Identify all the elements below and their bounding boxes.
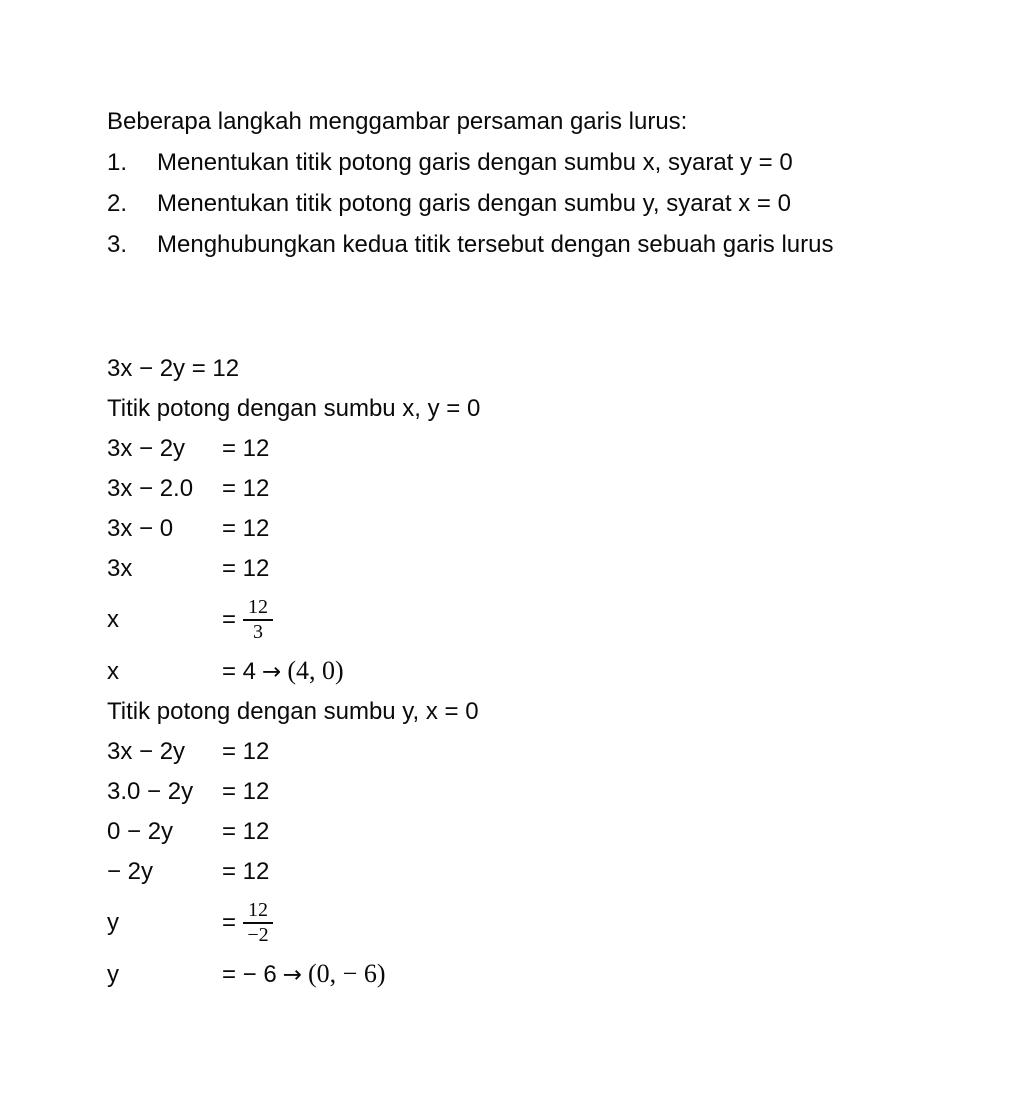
equation-step-row — [107, 852, 807, 892]
equals-sign: = — [222, 909, 237, 936]
fraction-step-row — [107, 892, 807, 954]
section-heading-x: Titik potong dengan sumbu x, y = 0 — [107, 395, 481, 422]
list-item — [107, 142, 967, 183]
list-item-number: 2. — [107, 190, 128, 217]
equation-lhs: 3x − 2y — [107, 738, 186, 765]
equation-rhs: = 12 — [222, 475, 270, 502]
equation-step-row — [107, 509, 807, 549]
equation-rhs — [222, 651, 807, 692]
fraction-denominator: 3 — [253, 621, 264, 643]
result-point: (0, − 6) — [308, 959, 386, 988]
equation-lhs: 0 − 2y — [107, 818, 174, 845]
fraction-numerator: 12 — [248, 596, 269, 618]
list-item-number: 1. — [107, 149, 128, 176]
equation-rhs: = 12 — [222, 738, 270, 765]
equation-lhs: − 2y — [107, 858, 154, 885]
equation-step-row — [107, 772, 807, 812]
equation-lhs: 3x − 2y — [107, 435, 186, 462]
equation-rhs — [222, 954, 807, 995]
list-item — [107, 183, 967, 224]
equation-lhs: y — [107, 909, 119, 936]
equation-lhs: 3x − 0 — [107, 515, 174, 542]
fraction — [243, 900, 273, 946]
equation-rhs — [222, 900, 807, 946]
right-arrow-icon: → — [282, 962, 302, 988]
equation-lhs: 3x − 2.0 — [107, 475, 194, 502]
equation-step-row — [107, 469, 807, 509]
equation-lhs: x — [107, 658, 119, 685]
equals-sign: = — [222, 606, 237, 633]
equation-rhs: = 12 — [222, 818, 270, 845]
right-arrow-icon: → — [262, 659, 282, 685]
result-value: = 4 — [222, 658, 257, 685]
result-step-row — [107, 651, 807, 692]
section-heading-y: Titik potong dengan sumbu y, x = 0 — [107, 698, 479, 725]
result-point: (4, 0) — [287, 656, 344, 685]
intro-block — [107, 101, 967, 265]
fraction-denominator: −2 — [247, 924, 269, 946]
equation-step-row — [107, 812, 807, 852]
equation-lhs: y — [107, 961, 119, 988]
equation-rhs: = 12 — [222, 435, 270, 462]
result-step-row — [107, 954, 807, 995]
list-item-label: Menentukan titik potong garis dengan sumbu x, syarat y = 0 — [157, 149, 793, 176]
equation-rhs — [222, 597, 807, 643]
list-item — [107, 224, 967, 265]
list-item-label: Menentukan titik potong garis dengan sumbu y, syarat x = 0 — [157, 190, 791, 217]
equation-rhs: = 12 — [222, 515, 270, 542]
equation-rhs: = 12 — [222, 778, 270, 805]
main-equation: 3x − 2y = 12 — [107, 355, 240, 382]
equation-step-row — [107, 549, 807, 589]
equation-step-row — [107, 732, 807, 772]
equation-lhs: x — [107, 606, 119, 633]
equation-lhs: 3x — [107, 555, 133, 582]
equation-rhs: = 12 — [222, 555, 270, 582]
result-value: = − 6 — [222, 961, 277, 988]
fraction — [243, 597, 273, 643]
fraction-step-row — [107, 589, 807, 651]
page-title: Beberapa langkah menggambar persaman garis lurus: — [107, 108, 688, 135]
equation-lhs: 3.0 − 2y — [107, 778, 194, 805]
equation-step-row — [107, 429, 807, 469]
steps-list — [107, 142, 967, 265]
fraction-numerator: 12 — [248, 899, 269, 921]
worked-example-block — [107, 349, 807, 995]
list-item-number: 3. — [107, 231, 128, 258]
list-item-label: Menghubungkan kedua titik tersebut dengan sebuah garis lurus — [157, 231, 834, 258]
equation-rhs: = 12 — [222, 858, 270, 885]
